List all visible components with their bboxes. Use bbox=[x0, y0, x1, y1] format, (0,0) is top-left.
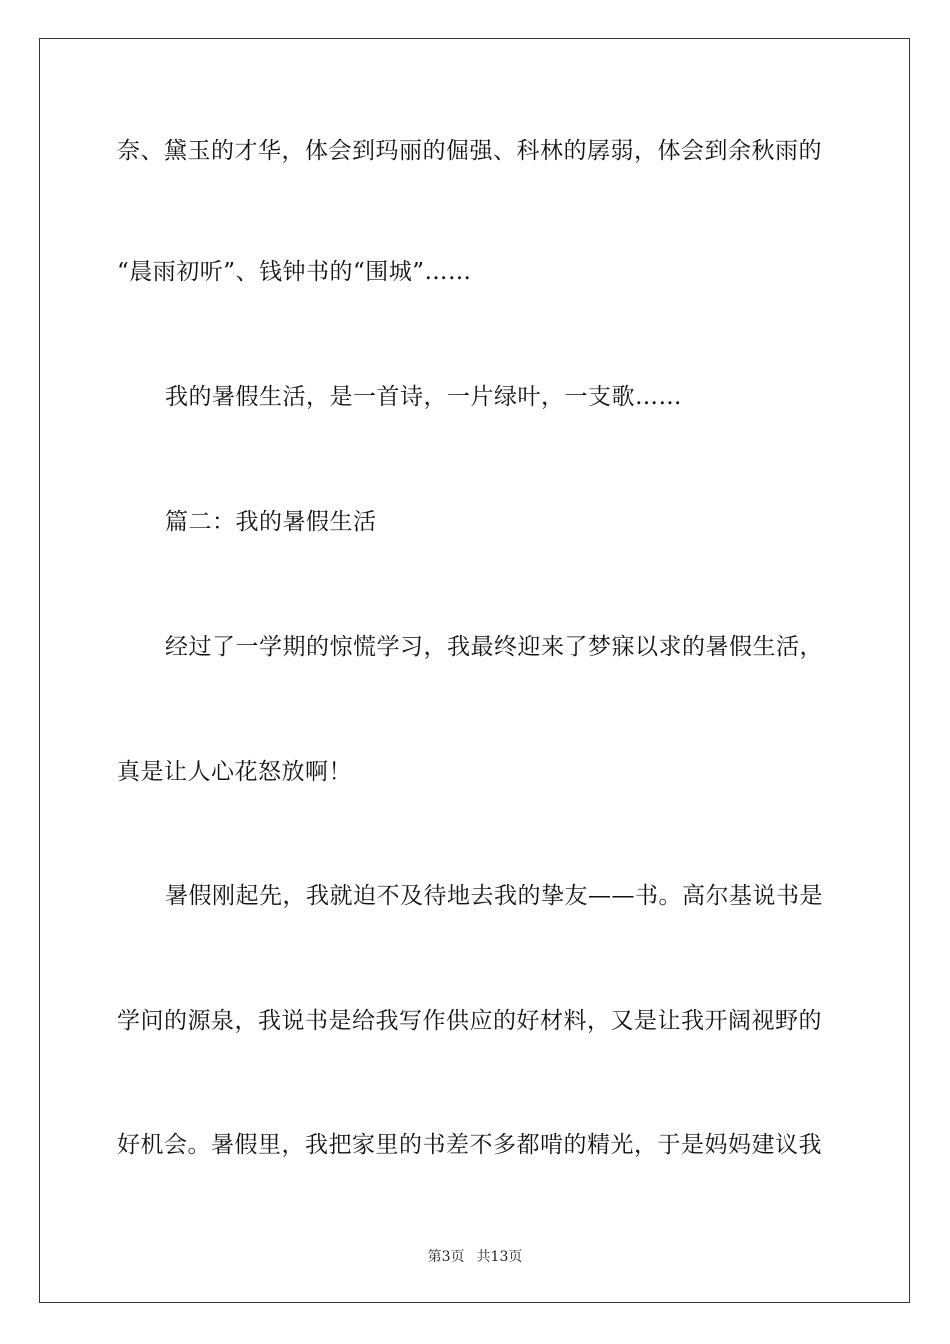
body-text-line: 经过了一学期的惊慌学习，我最终迎来了梦寐以求的暑假生活， bbox=[165, 634, 823, 660]
page-footer bbox=[0, 1247, 950, 1267]
page-number: 第3页 bbox=[427, 1249, 465, 1265]
body-text-line: 学问的源泉，我说书是给我写作供应的好材料，又是让我开阔视野的 bbox=[117, 1008, 822, 1034]
body-text-line: 好机会。暑假里，我把家里的书差不多都啃的精光，于是妈妈建议我 bbox=[117, 1132, 822, 1158]
body-text-line: 暑假刚起先，我就迫不及待地去我的挚友——书。高尔基说书是 bbox=[165, 883, 823, 909]
body-text-line: 真是让人心花怒放啊！ bbox=[117, 759, 352, 785]
section-heading: 篇二：我的暑假生活 bbox=[165, 509, 377, 535]
body-text-line: 奈、黛玉的才华，体会到玛丽的倔强、科林的孱弱，体会到余秋雨的 bbox=[117, 138, 822, 164]
page-total: 共13页 bbox=[476, 1249, 523, 1265]
page-border bbox=[39, 38, 910, 1303]
body-text-line: 我的暑假生活，是一首诗，一片绿叶，一支歌…… bbox=[165, 384, 682, 410]
body-text-line: “晨雨初听”、钱钟书的“围城”…… bbox=[117, 259, 472, 285]
